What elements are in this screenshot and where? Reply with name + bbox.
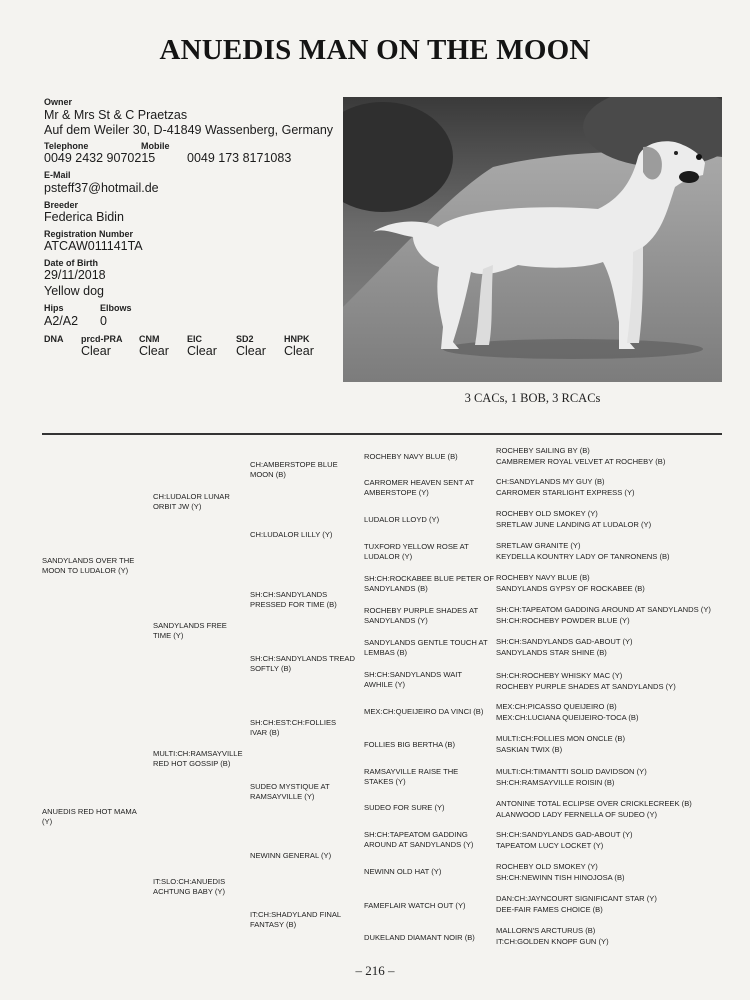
pedigree-gen5: DAN:CH:JAYNCOURT SIGNIFICANT STAR (Y) xyxy=(496,894,657,903)
dog-description: Yellow dog xyxy=(44,284,105,298)
pedigree-gen4: SANDYLANDS GENTLE TOUCH AT LEMBAS (B) xyxy=(364,638,488,657)
pedigree-gen3: IT:CH:SHADYLAND FINAL FANTASY (B) xyxy=(250,910,341,929)
test-name: prcd-PRA xyxy=(81,334,123,344)
pedigree-gen5: DEE-FAIR FAMES CHOICE (B) xyxy=(496,905,603,914)
pedigree-gen4: DUKELAND DIAMANT NOIR (B) xyxy=(364,933,475,942)
pedigree-gen5: SH:CH:ROCHEBY WHISKY MAC (Y) xyxy=(496,671,623,680)
pedigree-gen4: CARROMER HEAVEN SENT AT AMBERSTOPE (Y) xyxy=(364,478,474,497)
pedigree-gen4: SH:CH:SANDYLANDS WAIT AWHILE (Y) xyxy=(364,670,462,689)
telephone-value: 0049 2432 9070215 xyxy=(44,151,156,165)
pedigree-gen5: SANDYLANDS GYPSY OF ROCKABEE (B) xyxy=(496,584,645,593)
test-name: CNM xyxy=(139,334,160,344)
pedigree-gen4: NEWINN OLD HAT (Y) xyxy=(364,867,442,876)
pedigree-gen2: MULTI:CH:RAMSAYVILLE RED HOT GOSSIP (B) xyxy=(153,749,243,768)
pedigree-gen5: SH:CH:RAMSAYVILLE ROISIN (B) xyxy=(496,778,615,787)
pedigree-gen4: ROCHEBY PURPLE SHADES AT SANDYLANDS (Y) xyxy=(364,606,478,625)
pedigree-gen5: SRETLAW JUNE LANDING AT LUDALOR (Y) xyxy=(496,520,652,529)
pedigree-gen3: SH:CH:EST:CH:FOLLIES IVAR (B) xyxy=(250,718,337,737)
pedigree-gen5: SH:CH:ROCHEBY POWDER BLUE (Y) xyxy=(496,616,630,625)
pedigree-gen5: TAPEATOM LUCY LOCKET (Y) xyxy=(496,841,604,850)
pedigree-gen4: TUXFORD YELLOW ROSE AT LUDALOR (Y) xyxy=(364,542,469,561)
pedigree-gen4: MEX:CH:QUEIJEIRO DA VINCI (B) xyxy=(364,707,484,716)
pedigree-gen5: ROCHEBY PURPLE SHADES AT SANDYLANDS (Y) xyxy=(496,682,676,691)
pedigree-gen5: SANDYLANDS STAR SHINE (B) xyxy=(496,648,607,657)
pedigree-gen5: SH:CH:SANDYLANDS GAD-ABOUT (Y) xyxy=(496,830,633,839)
section-divider xyxy=(42,433,722,435)
pedigree-gen5: MALLORN'S ARCTURUS (B) xyxy=(496,926,596,935)
pedigree-gen5: MEX:CH:LUCIANA QUEIJEIRO-TOCA (B) xyxy=(496,713,639,722)
pedigree-gen5: KEYDELLA KOUNTRY LADY OF TANRONENS (B) xyxy=(496,552,670,561)
pedigree-gen5: SRETLAW GRANITE (Y) xyxy=(496,541,581,550)
pedigree-gen5: MEX:CH:PICASSO QUEIJEIRO (B) xyxy=(496,702,617,711)
photo-caption: 3 CACs, 1 BOB, 3 RCACs xyxy=(464,391,601,405)
birth-label: Date of Birth xyxy=(44,258,98,268)
pedigree-gen4: SUDEO FOR SURE (Y) xyxy=(364,803,445,812)
registration-label: Registration Number xyxy=(44,229,134,239)
pedigree-gen2: IT:SLO:CH:ANUEDIS ACHTUNG BABY (Y) xyxy=(153,877,226,896)
pedigree-gen3: CH:LUDALOR LILLY (Y) xyxy=(250,530,333,539)
birth-date: 29/11/2018 xyxy=(44,268,106,282)
elbows-label: Elbows xyxy=(100,303,132,313)
test-result: Clear xyxy=(284,344,314,358)
test-result: Clear xyxy=(187,344,217,358)
page-number: – 216 – xyxy=(355,963,395,978)
pedigree-gen5: MULTI:CH:FOLLIES MON ONCLE (B) xyxy=(496,734,625,743)
test-result: Clear xyxy=(236,344,266,358)
pedigree-gen2: SANDYLANDS FREE TIME (Y) xyxy=(153,621,227,640)
pedigree-gen3: SH:CH:SANDYLANDS PRESSED FOR TIME (B) xyxy=(250,590,337,609)
pedigree-gen4: FOLLIES BIG BERTHA (B) xyxy=(364,740,456,749)
owner-label: Owner xyxy=(44,97,73,107)
pedigree-gen5: ROCHEBY SAILING BY (B) xyxy=(496,446,590,455)
pedigree-gen5: ROCHEBY OLD SMOKEY (Y) xyxy=(496,509,598,518)
pedigree-gen4: SH:CH:TAPEATOM GADDING AROUND AT SANDYLANDS (Y) xyxy=(364,830,474,849)
pedigree-gen3: NEWINN GENERAL (Y) xyxy=(250,851,332,860)
dog-photo xyxy=(343,97,722,382)
pedigree-gen4: LUDALOR LLOYD (Y) xyxy=(364,515,440,524)
elbows-value: 0 xyxy=(100,314,107,328)
pedigree-gen4: ROCHEBY NAVY BLUE (B) xyxy=(364,452,458,461)
mobile-value: 0049 173 8171083 xyxy=(187,151,292,165)
mobile-label: Mobile xyxy=(141,141,170,151)
pedigree-gen4: SH:CH:ROCKABEE BLUE PETER OF SANDYLANDS (B) xyxy=(364,574,494,593)
breeder-label: Breeder xyxy=(44,200,79,210)
pedigree-gen4: RAMSAYVILLE RAISE THE STAKES (Y) xyxy=(364,767,459,786)
pedigree-gen4: FAMEFLAIR WATCH OUT (Y) xyxy=(364,901,466,910)
test-name: EIC xyxy=(187,334,203,344)
pedigree-gen5: ALANWOOD LADY FERNELLA OF SUDEO (Y) xyxy=(496,810,658,819)
registration-number: ATCAW011141TA xyxy=(44,239,143,253)
pedigree-gen5: SASKIAN TWIX (B) xyxy=(496,745,563,754)
pedigree-gen3: CH:AMBERSTOPE BLUE MOON (B) xyxy=(250,460,338,479)
pedigree-dam: ANUEDIS RED HOT MAMA (Y) xyxy=(42,807,137,826)
owner-name: Mr & Mrs St & C Praetzas xyxy=(44,108,188,122)
pedigree-gen5: IT:CH:GOLDEN KNOPF GUN (Y) xyxy=(496,937,609,946)
pedigree-gen5: CH:SANDYLANDS MY GUY (B) xyxy=(496,477,605,486)
pedigree-gen3: SH:CH:SANDYLANDS TREAD SOFTLY (B) xyxy=(250,654,355,673)
telephone-label: Telephone xyxy=(44,141,89,151)
pedigree-gen5: SH:CH:TAPEATOM GADDING AROUND AT SANDYLANDS (Y) xyxy=(496,605,711,614)
owner-address: Auf dem Weiler 30, D-41849 Wassenberg, Germany xyxy=(44,123,334,137)
dog-photo-illustration xyxy=(343,97,722,382)
test-result: Clear xyxy=(81,344,111,358)
hips-label: Hips xyxy=(44,303,64,313)
pedigree-sire: SANDYLANDS OVER THE MOON TO LUDALOR (Y) xyxy=(42,556,135,575)
email-value: psteff37@hotmail.de xyxy=(44,181,159,195)
test-name: HNPK xyxy=(284,334,310,344)
test-name: SD2 xyxy=(236,334,254,344)
pedigree-gen5: ROCHEBY NAVY BLUE (B) xyxy=(496,573,590,582)
dna-label: DNA xyxy=(44,334,64,344)
pedigree-gen5: SH:CH:SANDYLANDS GAD-ABOUT (Y) xyxy=(496,637,633,646)
pedigree-gen3: SUDEO MYSTIQUE AT RAMSAYVILLE (Y) xyxy=(250,782,330,801)
hips-value: A2/A2 xyxy=(44,314,79,328)
breeder-name: Federica Bidin xyxy=(44,210,124,224)
pedigree-gen5: ROCHEBY OLD SMOKEY (Y) xyxy=(496,862,598,871)
pedigree-gen5: CAMBREMER ROYAL VELVET AT ROCHEBY (B) xyxy=(496,457,666,466)
pedigree-gen5: CARROMER STARLIGHT EXPRESS (Y) xyxy=(496,488,635,497)
pedigree-gen5: MULTI:CH:TIMANTTI SOLID DAVIDSON (Y) xyxy=(496,767,647,776)
page-title: ANUEDIS MAN ON THE MOON xyxy=(159,34,591,66)
email-label: E-Mail xyxy=(44,170,71,180)
pedigree-gen5: SH:CH:NEWINN TISH HINOJOSA (B) xyxy=(496,873,625,882)
test-result: Clear xyxy=(139,344,169,358)
pedigree-gen2: CH:LUDALOR LUNAR ORBIT JW (Y) xyxy=(153,492,230,511)
pedigree-gen5: ANTONINE TOTAL ECLIPSE OVER CRICKLECREEK (B) xyxy=(496,799,692,808)
